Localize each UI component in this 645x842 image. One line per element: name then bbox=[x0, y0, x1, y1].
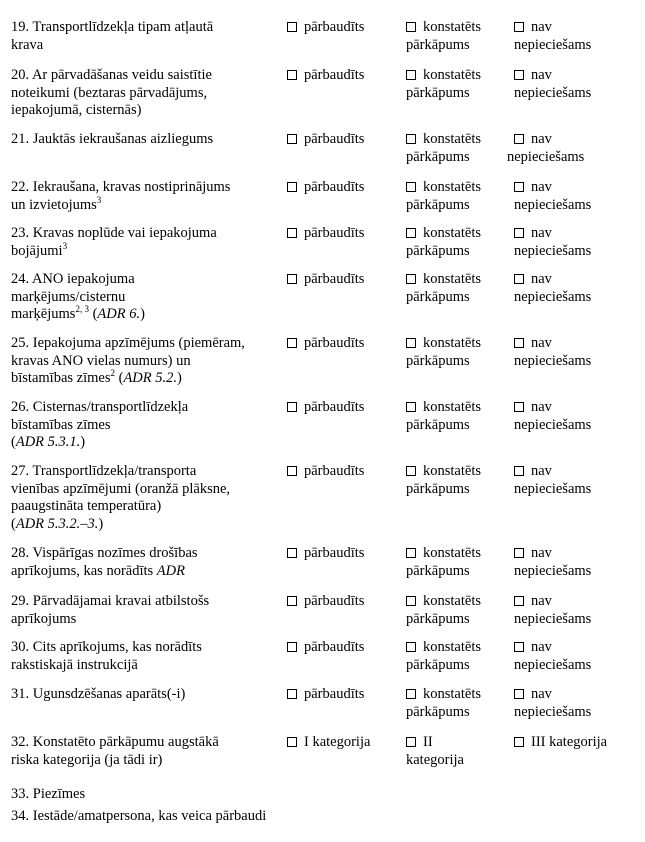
option-not-needed[interactable]: nav nepieciešams bbox=[514, 545, 592, 579]
checkbox[interactable] bbox=[287, 548, 297, 558]
checkbox[interactable] bbox=[406, 596, 416, 606]
row-label: 20. Ar pārvadāšanas veidu saistītie noteikumi (beztaras pārvadājums, iepakojumā, cisternās) bbox=[11, 67, 212, 118]
checkbox[interactable] bbox=[287, 689, 297, 699]
checkbox[interactable] bbox=[514, 737, 524, 747]
checkbox[interactable] bbox=[287, 596, 297, 606]
checkbox[interactable] bbox=[514, 642, 524, 652]
checkbox[interactable] bbox=[287, 338, 297, 348]
checkbox[interactable] bbox=[514, 402, 524, 412]
option-checked[interactable]: pārbaudīts bbox=[287, 639, 395, 657]
option-violation[interactable]: konstatēts pārkāpums bbox=[406, 335, 481, 369]
checkbox[interactable] bbox=[287, 402, 297, 412]
option-checked[interactable]: pārbaudīts bbox=[287, 335, 395, 353]
option-violation[interactable]: konstatēts pārkāpums bbox=[406, 131, 481, 165]
option-checked[interactable]: pārbaudīts bbox=[287, 19, 395, 37]
checkbox[interactable] bbox=[287, 134, 297, 144]
option-violation[interactable]: konstatēts pārkāpums bbox=[406, 686, 481, 720]
option-not-needed[interactable]: nav nepieciešams bbox=[514, 686, 592, 720]
option-not-needed[interactable]: nav nepieciešams bbox=[514, 179, 592, 213]
checkbox[interactable] bbox=[406, 689, 416, 699]
row-label: 22. Iekraušana, kravas nostiprinājums un izvietojums$^3$ bbox=[11, 179, 231, 213]
option-violation[interactable]: konstatēts pārkāpums bbox=[406, 179, 481, 213]
checkbox[interactable] bbox=[514, 228, 524, 238]
checkbox[interactable] bbox=[514, 182, 524, 192]
checkbox[interactable] bbox=[406, 182, 416, 192]
option-checked[interactable]: pārbaudīts bbox=[287, 67, 395, 85]
option-checked[interactable]: pārbaudīts bbox=[287, 179, 395, 197]
row-label: 23. Kravas noplūde vai iepakojuma bojājumi$^3$ bbox=[11, 225, 217, 259]
option-not-needed[interactable]: nav nepieciešams bbox=[514, 335, 592, 369]
checkbox[interactable] bbox=[287, 70, 297, 80]
option-not-needed[interactable]: nav nepieciešams bbox=[514, 271, 592, 305]
option-checked[interactable]: pārbaudīts bbox=[287, 545, 395, 563]
row-label: 28. Vispārīgas nozīmes drošības aprīkojums, kas norādīts ADR bbox=[11, 545, 198, 579]
checkbox[interactable] bbox=[406, 548, 416, 558]
checkbox[interactable] bbox=[287, 737, 297, 747]
checkbox[interactable] bbox=[406, 22, 416, 32]
option-violation[interactable]: konstatēts pārkāpums bbox=[406, 271, 481, 305]
checkbox[interactable] bbox=[514, 596, 524, 606]
checkbox[interactable] bbox=[514, 274, 524, 284]
checkbox[interactable] bbox=[287, 228, 297, 238]
option-checked[interactable]: pārbaudīts bbox=[287, 686, 395, 704]
option-checked[interactable]: pārbaudīts bbox=[287, 225, 395, 243]
row-label: 32. Konstatēto pārkāpumu augstākā riska kategorija (ja tādi ir) bbox=[11, 734, 219, 768]
checkbox[interactable] bbox=[287, 22, 297, 32]
row-label: 26. Cisternas/transportlīdzekļa bīstamības zīmes (ADR 5.3.1.) bbox=[11, 399, 189, 450]
checkbox[interactable] bbox=[514, 134, 524, 144]
option-violation[interactable]: konstatēts pārkāpums bbox=[406, 593, 481, 627]
checkbox[interactable] bbox=[514, 466, 524, 476]
option-category-1[interactable]: I kategorija bbox=[287, 734, 395, 752]
option-not-needed[interactable]: nav nepieciešams bbox=[514, 639, 592, 673]
checkbox[interactable] bbox=[406, 338, 416, 348]
row-label: 19. Transportlīdzekļa tipam atļautā krava bbox=[11, 19, 214, 53]
option-violation[interactable]: konstatēts pārkāpums bbox=[406, 639, 481, 673]
option-violation[interactable]: konstatēts pārkāpums bbox=[406, 225, 481, 259]
option-not-needed[interactable]: nav nepieciešams bbox=[514, 225, 592, 259]
option-not-needed[interactable]: nav nepieciešams bbox=[507, 131, 585, 165]
option-checked[interactable]: pārbaudīts bbox=[287, 399, 395, 417]
checkbox[interactable] bbox=[406, 737, 416, 747]
checkbox[interactable] bbox=[406, 134, 416, 144]
checkbox[interactable] bbox=[406, 466, 416, 476]
option-checked[interactable]: pārbaudīts bbox=[287, 593, 395, 611]
option-violation[interactable]: konstatēts pārkāpums bbox=[406, 67, 481, 101]
option-violation[interactable]: konstatēts pārkāpums bbox=[406, 545, 481, 579]
checkbox[interactable] bbox=[406, 274, 416, 284]
option-not-needed[interactable]: nav nepieciešams bbox=[514, 67, 592, 101]
option-checked[interactable]: pārbaudīts bbox=[287, 271, 395, 289]
option-checked[interactable]: pārbaudīts bbox=[287, 131, 395, 149]
option-checked[interactable]: pārbaudīts bbox=[287, 463, 395, 481]
checkbox[interactable] bbox=[514, 548, 524, 558]
option-violation[interactable]: konstatēts pārkāpums bbox=[406, 399, 481, 433]
authority-label: 34. Iestāde/amatpersona, kas veica pārbaudi bbox=[11, 808, 267, 824]
checkbox[interactable] bbox=[287, 466, 297, 476]
checkbox[interactable] bbox=[514, 70, 524, 80]
checkbox[interactable] bbox=[514, 338, 524, 348]
checkbox[interactable] bbox=[287, 642, 297, 652]
checkbox[interactable] bbox=[514, 689, 524, 699]
checkbox[interactable] bbox=[287, 182, 297, 192]
row-label: 24. ANO iepakojuma marķējums/cisternu marķējums$^{2, 3}$ (ADR 6.) bbox=[11, 271, 145, 322]
option-violation[interactable]: konstatēts pārkāpums bbox=[406, 463, 481, 497]
option-category-3[interactable]: III kategorija bbox=[514, 734, 639, 752]
option-category-2[interactable]: II kategorija bbox=[406, 734, 464, 768]
checkbox[interactable] bbox=[406, 70, 416, 80]
option-not-needed[interactable]: nav nepieciešams bbox=[514, 593, 592, 627]
row-label: 25. Iepakojuma apzīmējums (piemēram, kravas ANO vielas numurs) un bīstamības zīmes$^2$ (ADR 5.2.) bbox=[11, 335, 245, 386]
option-not-needed[interactable]: nav nepieciešams bbox=[514, 399, 592, 433]
checkbox[interactable] bbox=[514, 22, 524, 32]
checkbox[interactable] bbox=[406, 228, 416, 238]
option-violation[interactable]: konstatēts pārkāpums bbox=[406, 19, 481, 53]
option-not-needed[interactable]: nav nepieciešams bbox=[514, 463, 592, 497]
row-label: 30. Cits aprīkojums, kas norādīts rakstiskajā instrukcijā bbox=[11, 639, 202, 673]
row-label: 29. Pārvadājamai kravai atbilstošs aprīkojums bbox=[11, 593, 210, 627]
checkbox[interactable] bbox=[406, 642, 416, 652]
row-label: 27. Transportlīdzekļa/transporta vienības apzīmējumi (oranžā plāksne, paaugstināta temperatūra) (ADR 5.3.2.–3.) bbox=[11, 463, 231, 532]
row-label: 21. Jauktās iekraušanas aizliegums bbox=[11, 131, 214, 147]
checkbox[interactable] bbox=[287, 274, 297, 284]
option-not-needed[interactable]: nav nepieciešams bbox=[514, 19, 592, 53]
row-label: 31. Ugunsdzēšanas aparāts(-i) bbox=[11, 686, 186, 702]
notes-label: 33. Piezīmes bbox=[11, 786, 86, 802]
checkbox[interactable] bbox=[406, 402, 416, 412]
